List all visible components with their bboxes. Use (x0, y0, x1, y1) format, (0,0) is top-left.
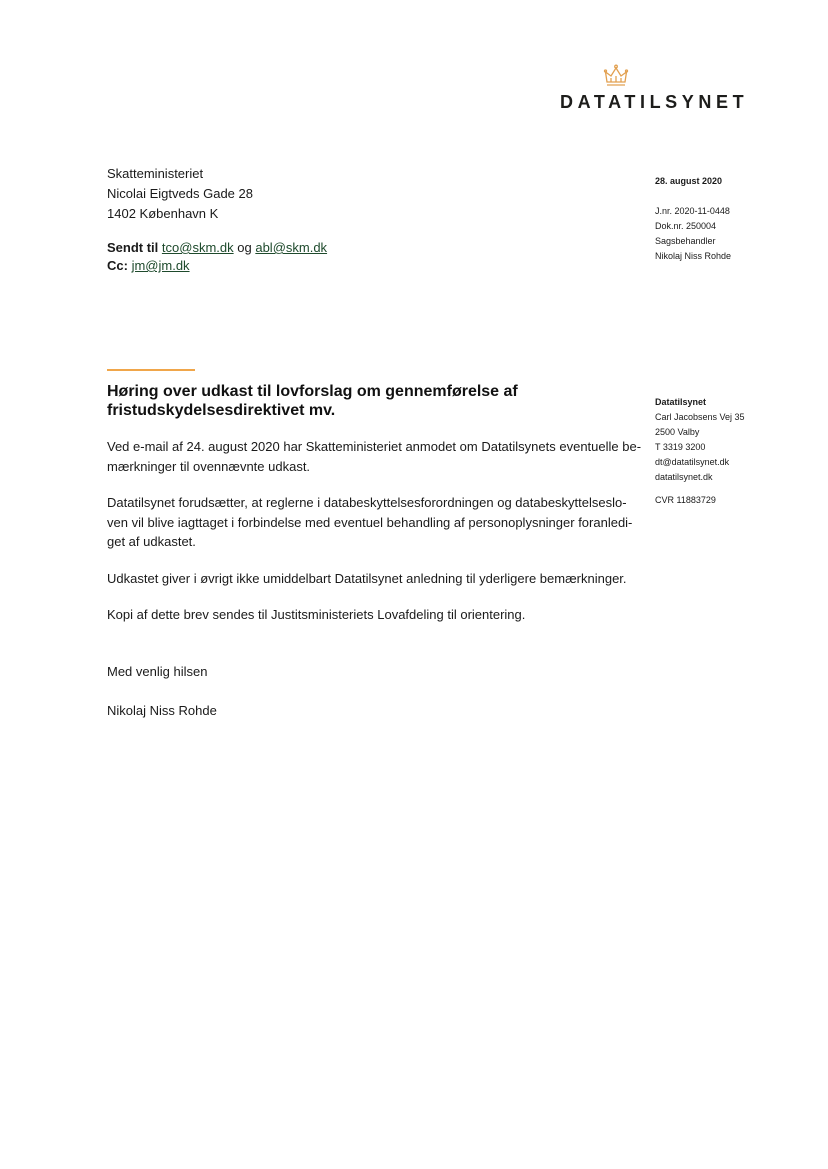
p2-line-3: get af udkastet. (107, 534, 196, 549)
logo-wordmark: DATATILSYNET (560, 92, 749, 112)
recipient-name: Skatteministeriet (107, 166, 204, 181)
body-paragraph-1 (107, 437, 642, 476)
sender-email: dt@datatilsynet.dk (655, 457, 730, 467)
recipient-city: 1402 København K (107, 206, 219, 221)
sender-website: datatilsynet.dk (655, 472, 713, 482)
body-paragraph-3 (107, 569, 632, 589)
letter-subject (107, 382, 577, 420)
recipient-address (107, 164, 253, 224)
case-handler-label: Sagsbehandler (655, 236, 716, 246)
case-handler-name: Nikolaj Niss Rohde (655, 251, 732, 261)
email-link-tco[interactable]: tco@skm.dk (161, 240, 234, 255)
p1-line-1: Ved e-mail af 24. august 2020 har Skatteministeriet anmodet om Datatilsynets eventuelle be- (107, 439, 642, 454)
p4-line: Kopi af dette brev sendes til Justitsministeriets Lovafdeling til orientering. (107, 607, 526, 622)
sent-to-label: Sendt til (107, 240, 159, 255)
orange-divider (107, 369, 195, 371)
body-paragraph-4 (107, 605, 632, 625)
datatilsynet-logo (555, 64, 755, 114)
document-number: Dok.nr. 250004 (655, 221, 717, 231)
email-link-jm[interactable]: jm@jm.dk (131, 258, 190, 273)
p1-line-2: mærkninger til ovennævnte udkast. (107, 458, 311, 474)
sender-cvr: CVR 11883729 (655, 495, 716, 505)
crown-icon (603, 64, 629, 88)
letter-date: 28. august 2020 (655, 176, 723, 186)
subject-line-1: Høring over udkast til lovforslag om gennemførelse af (107, 383, 518, 400)
recipient-street: Nicolai Eigtveds Gade 28 (107, 186, 253, 201)
closing-greeting: Med venlig hilsen (107, 664, 208, 679)
sender-phone: T 3319 3200 (655, 442, 706, 452)
sent-conjunction: og (237, 240, 252, 255)
case-reference (655, 204, 731, 264)
p3-line: Udkastet giver i øvrigt ikke umiddelbart Datatilsynet anledning til yderligere bemærkninger. (107, 570, 627, 586)
journal-number: J.nr. 2020-11-0448 (655, 206, 730, 216)
sender-contact (655, 395, 745, 485)
signer-name: Nikolaj Niss Rohde (107, 703, 217, 718)
subject-line-2: fristudskydelsesdirektivet mv. (107, 402, 336, 419)
letter-body (107, 437, 642, 642)
p2-line-2: ven vil blive iagttaget i forbindelse med eventuel behandling af personoplysninger foranledi- (107, 514, 633, 530)
body-paragraph-2 (107, 493, 632, 552)
sent-to-block (107, 239, 327, 275)
sender-street: Carl Jacobsens Vej 35 (655, 412, 745, 422)
email-link-abl[interactable]: abl@skm.dk (255, 240, 328, 255)
sender-name: Datatilsynet (655, 397, 707, 407)
p2-line-1: Datatilsynet forudsætter, at reglerne i databeskyttelsesforordningen og databeskyttelseslo- (107, 495, 627, 510)
cc-label: Cc: (107, 258, 128, 273)
sender-city: 2500 Valby (655, 427, 700, 437)
